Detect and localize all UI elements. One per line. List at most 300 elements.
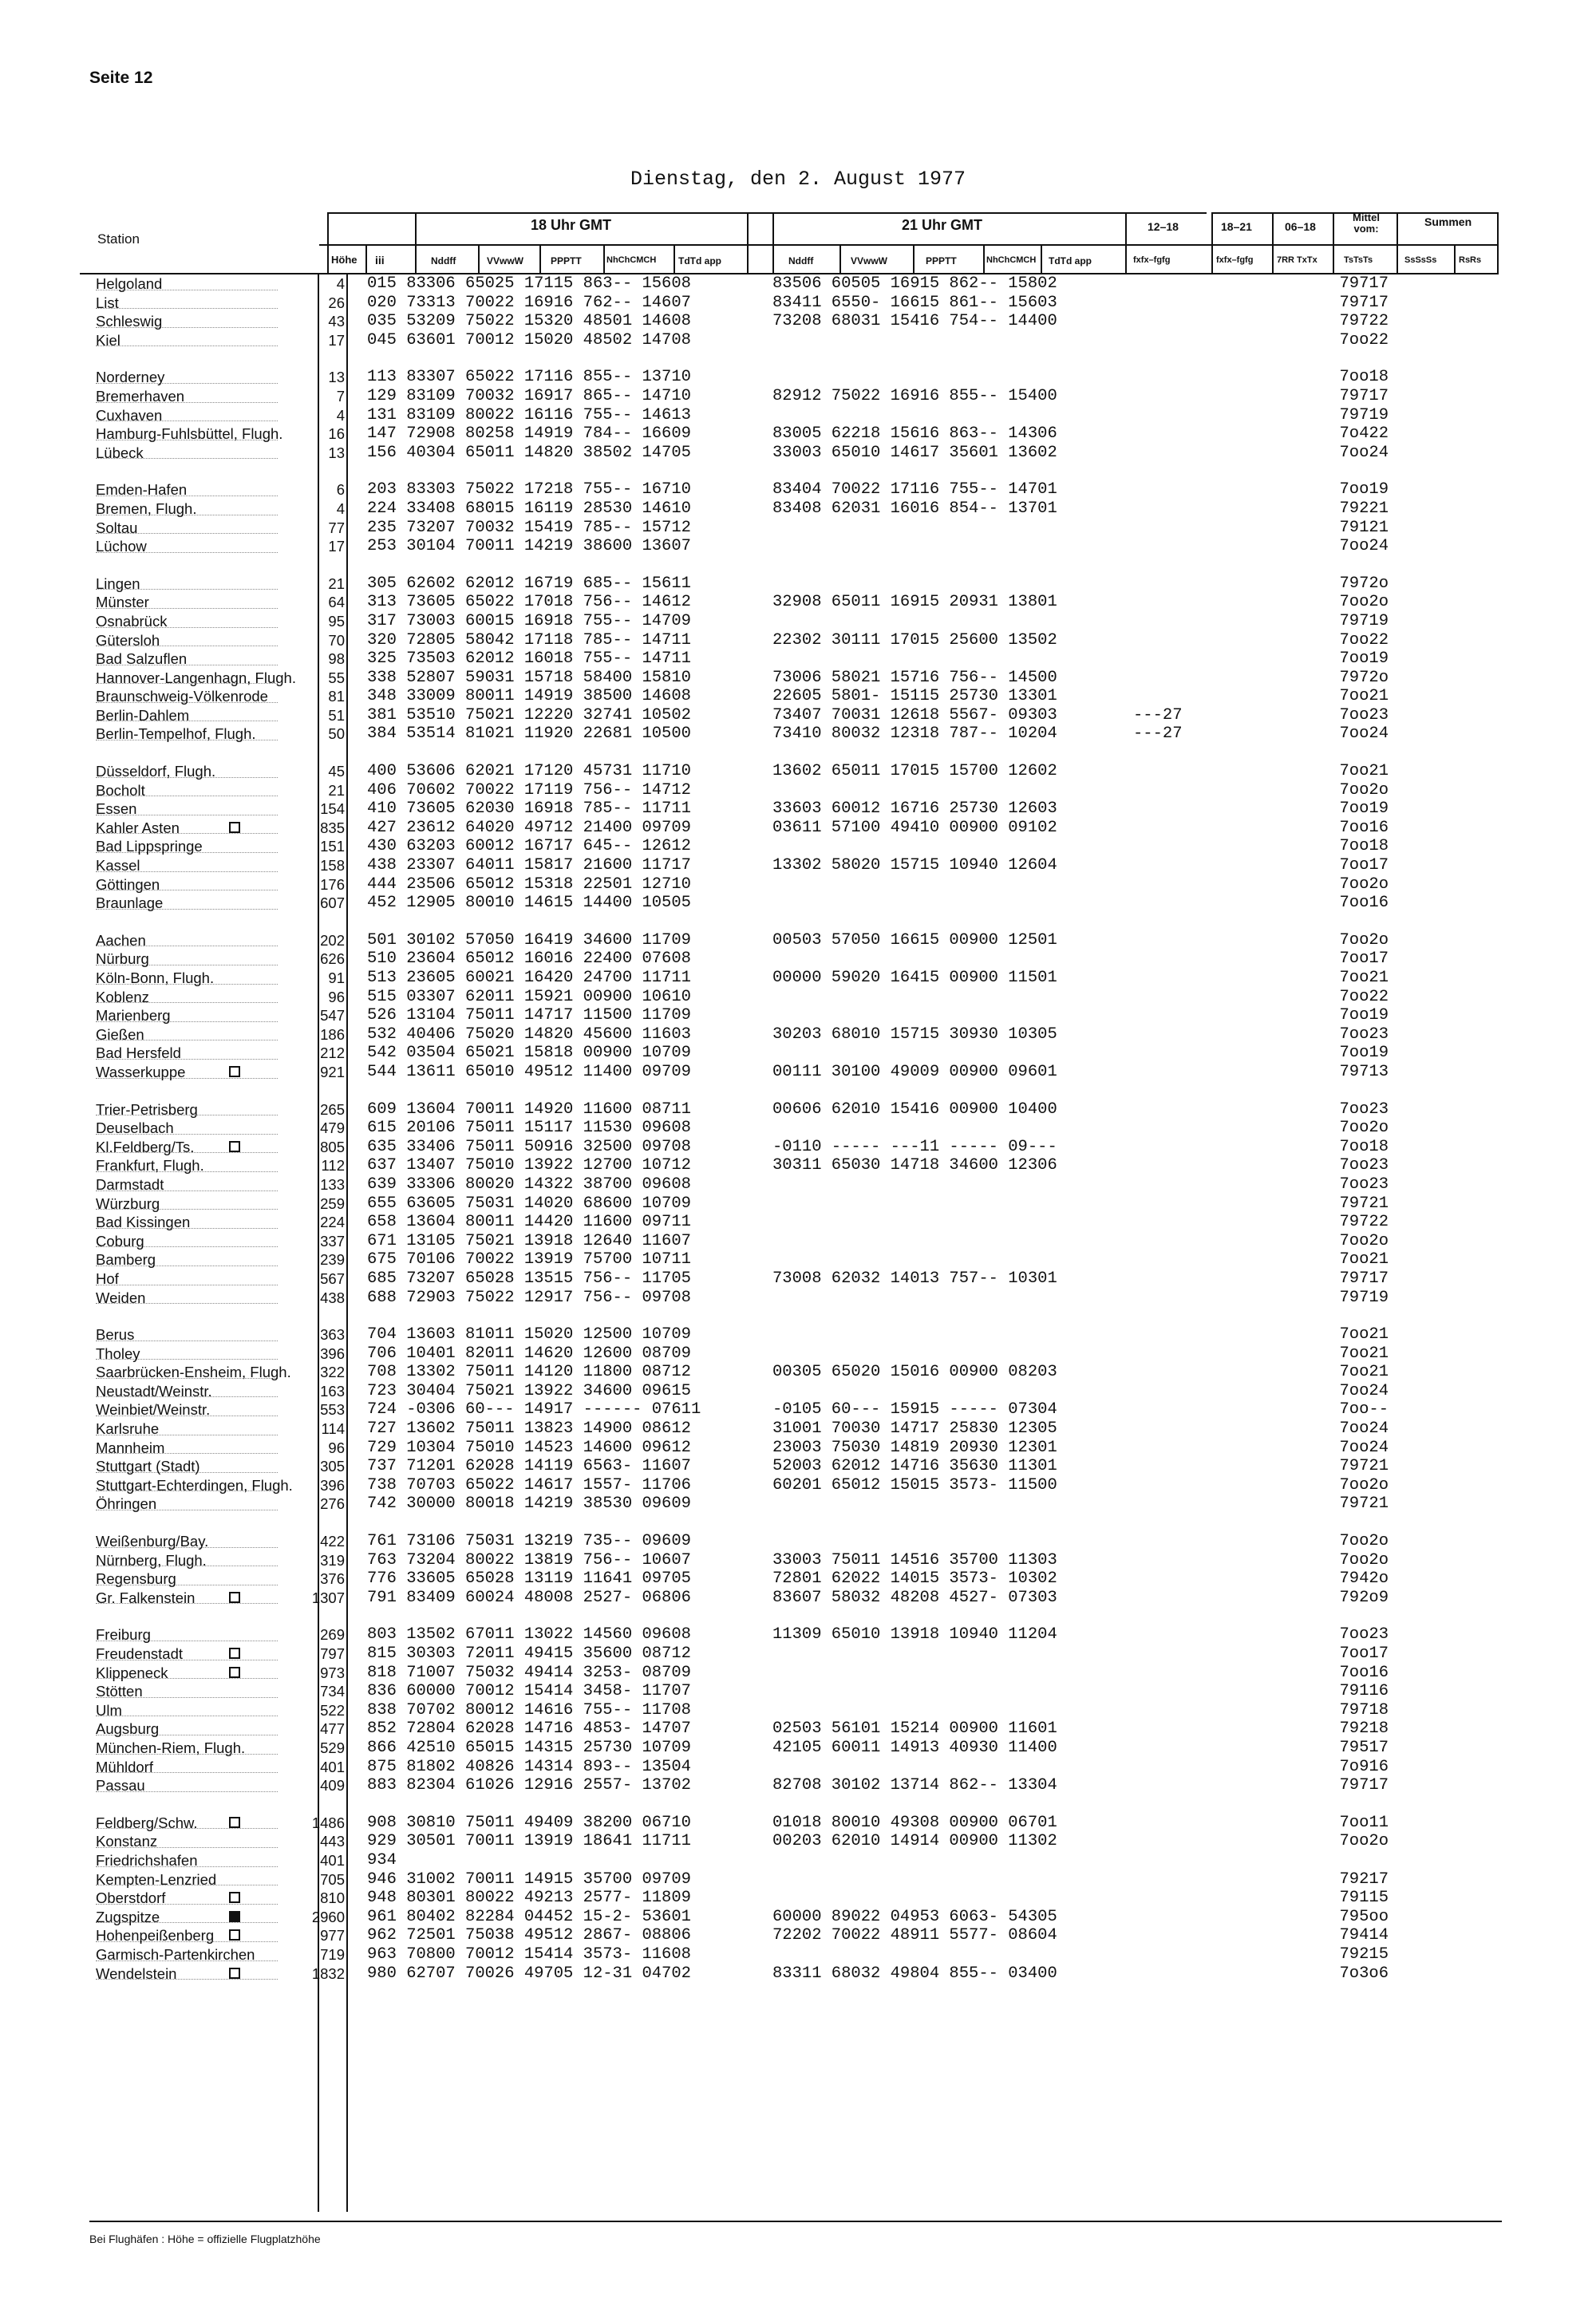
station-name: Öhringen bbox=[96, 1495, 157, 1513]
station-group bbox=[96, 574, 1500, 744]
station-height: 529 bbox=[320, 1739, 345, 1756]
mean-value: 79719 bbox=[1339, 611, 1389, 630]
station-name: Deuselbach bbox=[96, 1119, 174, 1137]
station-height: 96 bbox=[328, 1439, 345, 1456]
station-height: 422 bbox=[320, 1533, 345, 1550]
obs-18-gmt: 742 30000 80018 14219 38530 09609 bbox=[367, 1494, 691, 1514]
obs-21-gmt: 03611 57100 49410 00900 09102 bbox=[772, 818, 1057, 837]
table-row bbox=[96, 725, 1500, 744]
table-row bbox=[96, 650, 1500, 669]
station-height: 719 bbox=[320, 1945, 345, 1963]
station-height: 1832 bbox=[311, 1964, 345, 1982]
mean-value: 7oo19 bbox=[1339, 480, 1389, 499]
station-height: 396 bbox=[320, 1344, 345, 1362]
mean-value: 7oo21 bbox=[1339, 1325, 1389, 1344]
table-row bbox=[96, 612, 1500, 631]
station-name: Bocholt bbox=[96, 781, 145, 799]
station-name: Weinbiet/Weinstr. bbox=[96, 1401, 211, 1419]
mean-value: 7oo19 bbox=[1339, 1006, 1389, 1025]
station-name: Stuttgart-Echterdingen, Flugh. bbox=[96, 1476, 293, 1494]
table-row bbox=[96, 1344, 1500, 1364]
table-row bbox=[96, 1551, 1500, 1570]
station-height: 239 bbox=[320, 1251, 345, 1269]
station-height: 91 bbox=[328, 969, 345, 986]
station-name: Saarbrücken-Ensheim, Flugh. bbox=[96, 1364, 291, 1381]
table-row bbox=[96, 480, 1500, 499]
station-name: Bad Lippspringe bbox=[96, 838, 203, 855]
obs-18-gmt: 737 71201 62028 14119 6563- 11607 bbox=[367, 1457, 691, 1476]
station-name: Hannover-Langenhagn, Flugh. bbox=[96, 669, 296, 686]
station-name: Cuxhaven bbox=[96, 406, 163, 424]
obs-18-gmt: 544 13611 65010 49512 11400 09709 bbox=[367, 1062, 691, 1081]
mean-value: 79717 bbox=[1339, 274, 1389, 293]
station-height: 319 bbox=[320, 1551, 345, 1569]
obs-18-gmt: 406 70602 70022 17119 756-- 14712 bbox=[367, 780, 691, 800]
station-height: 17 bbox=[328, 331, 345, 349]
filled-square-icon bbox=[229, 1911, 240, 1922]
obs-18-gmt: 704 13603 81011 15020 12500 10709 bbox=[367, 1325, 691, 1344]
mean-value: 7oo2o bbox=[1339, 1119, 1389, 1138]
table-row bbox=[96, 312, 1500, 331]
station-name: Bamberg bbox=[96, 1251, 156, 1269]
station-name: Kiel bbox=[96, 331, 120, 349]
station-height: 13 bbox=[328, 444, 345, 461]
station-height: 805 bbox=[320, 1138, 345, 1155]
iii-header: iii bbox=[375, 254, 385, 267]
obs-18-gmt: 980 62707 70026 49705 12-31 04702 bbox=[367, 1964, 691, 1983]
obs-21-gmt: 30203 68010 15715 30930 10305 bbox=[772, 1025, 1057, 1044]
c21-vvwww: VVwwW bbox=[851, 255, 888, 267]
obs-18-gmt: 615 20106 75011 15117 11530 09608 bbox=[367, 1119, 691, 1138]
mean-value: 792o9 bbox=[1339, 1588, 1389, 1607]
station-height: 305 bbox=[320, 1458, 345, 1475]
station-name: Tholey bbox=[96, 1344, 140, 1362]
mean-value: 7oo24 bbox=[1339, 1419, 1389, 1439]
mean-value: 7oo24 bbox=[1339, 443, 1389, 462]
footer-rule bbox=[89, 2221, 1502, 2222]
obs-18-gmt: 384 53514 81021 11920 22681 10500 bbox=[367, 725, 691, 744]
station-height: 51 bbox=[328, 706, 345, 724]
obs-21-gmt: 83411 6550- 16615 861-- 15603 bbox=[772, 293, 1057, 312]
station-name: Marienberg bbox=[96, 1007, 171, 1025]
table-row bbox=[96, 1476, 1500, 1495]
obs-21-gmt: 00503 57050 16615 00900 12501 bbox=[772, 930, 1057, 950]
obs-21-gmt: -0105 60--- 15915 ----- 07304 bbox=[772, 1400, 1057, 1419]
station-height: 114 bbox=[321, 1420, 345, 1438]
c21-pppt: PPPTT bbox=[926, 255, 957, 267]
station-height: 810 bbox=[320, 1889, 345, 1907]
station-height: 522 bbox=[320, 1701, 345, 1719]
station-group bbox=[96, 274, 1500, 349]
obs-18-gmt: 763 73204 80022 13819 756-- 10607 bbox=[367, 1550, 691, 1570]
obs-18-gmt: 035 53209 75022 15320 48501 14608 bbox=[367, 312, 691, 331]
mean-value: 7oo21 bbox=[1339, 1344, 1389, 1363]
c18-nddff: Nddff bbox=[431, 255, 456, 267]
station-name: Hamburg-Fuhlsbüttel, Flugh. bbox=[96, 425, 283, 443]
open-square-icon bbox=[229, 1667, 240, 1678]
table-row bbox=[96, 1269, 1500, 1289]
station-name: München-Riem, Flugh. bbox=[96, 1739, 246, 1756]
obs-21-gmt: 33603 60012 16716 25730 12603 bbox=[772, 800, 1057, 819]
station-group bbox=[96, 1100, 1500, 1308]
mean-value: 7oo18 bbox=[1339, 368, 1389, 387]
station-name: Hof bbox=[96, 1269, 119, 1287]
station-height: 21 bbox=[328, 781, 345, 799]
station-height: 43 bbox=[328, 313, 345, 330]
table-row bbox=[96, 519, 1500, 538]
table-row bbox=[96, 1758, 1500, 1777]
summen-sub-2: RsRs bbox=[1459, 255, 1482, 265]
mean-value: 79721 bbox=[1339, 1494, 1389, 1514]
obs-18-gmt: 020 73313 70022 16916 762-- 14607 bbox=[367, 293, 691, 312]
station-name: Frankfurt, Flugh. bbox=[96, 1157, 204, 1175]
station-height: 477 bbox=[320, 1720, 345, 1738]
period2-sub: fxfx–fgfg bbox=[1216, 255, 1254, 265]
mean-value: 795oo bbox=[1339, 1907, 1389, 1926]
table-row bbox=[96, 1682, 1500, 1701]
table-row bbox=[96, 762, 1500, 781]
open-square-icon bbox=[229, 1648, 240, 1659]
station-name: Aachen bbox=[96, 931, 146, 949]
station-name: Düsseldorf, Flugh. bbox=[96, 763, 216, 780]
station-height: 96 bbox=[328, 988, 345, 1005]
station-name: Klippeneck bbox=[96, 1664, 168, 1681]
obs-18-gmt: 908 30810 75011 49409 38200 06710 bbox=[367, 1813, 691, 1832]
table-row bbox=[96, 1138, 1500, 1157]
c21-nddff: Nddff bbox=[788, 255, 814, 267]
mean-value: 79215 bbox=[1339, 1945, 1389, 1964]
table-row bbox=[96, 1250, 1500, 1269]
table-row bbox=[96, 1570, 1500, 1589]
table-row bbox=[96, 1400, 1500, 1419]
station-height: 7 bbox=[336, 387, 345, 405]
table-row bbox=[96, 687, 1500, 706]
station-height: 443 bbox=[320, 1833, 345, 1850]
station-height: 376 bbox=[320, 1570, 345, 1588]
mean-value: 7oo11 bbox=[1339, 1813, 1389, 1832]
period-header-06-18: 06–18 bbox=[1285, 220, 1316, 233]
c18-pppt: PPPTT bbox=[551, 255, 582, 267]
table-row bbox=[96, 988, 1500, 1007]
obs-21-gmt: 22302 30111 17015 25600 13502 bbox=[772, 630, 1057, 650]
obs-18-gmt: 706 10401 82011 14620 12600 08709 bbox=[367, 1344, 691, 1363]
obs-18-gmt: 400 53606 62021 17120 45731 11710 bbox=[367, 762, 691, 781]
obs-21-gmt: 31001 70030 14717 25830 12305 bbox=[772, 1419, 1057, 1439]
station-height: 401 bbox=[320, 1851, 345, 1869]
station-name: Lüchow bbox=[96, 538, 147, 555]
hoehe-header: Höhe bbox=[331, 254, 358, 266]
station-name: Freudenstadt bbox=[96, 1645, 184, 1662]
station-height: 479 bbox=[320, 1119, 345, 1137]
station-name: Braunschweig-Völkenrode bbox=[96, 688, 268, 705]
table-row bbox=[96, 1457, 1500, 1476]
mean-value: 7oo2o bbox=[1339, 593, 1389, 612]
mean-value: 79718 bbox=[1339, 1700, 1389, 1720]
station-name: Göttingen bbox=[96, 875, 160, 893]
table-row bbox=[96, 1419, 1500, 1439]
table-row bbox=[96, 331, 1500, 350]
obs-18-gmt: 510 23604 65012 16016 22400 07608 bbox=[367, 950, 691, 969]
station-name: Friedrichshafen bbox=[96, 1851, 198, 1869]
obs-18-gmt: 761 73106 75031 13219 735-- 09609 bbox=[367, 1532, 691, 1551]
table-row bbox=[96, 1175, 1500, 1194]
table-row bbox=[96, 1439, 1500, 1458]
station-name: Bad Hersfeld bbox=[96, 1044, 181, 1062]
table-row bbox=[96, 1851, 1500, 1870]
c21-nhch: NhChCMCH bbox=[986, 255, 1037, 265]
obs-18-gmt: 729 10304 75010 14523 14600 09612 bbox=[367, 1438, 691, 1457]
obs-18-gmt: 929 30501 70011 13919 18641 11711 bbox=[367, 1832, 691, 1851]
mean-value: 79116 bbox=[1339, 1682, 1389, 1701]
obs-21-gmt: 60000 89022 04953 6063- 54305 bbox=[772, 1907, 1057, 1926]
table-row bbox=[96, 931, 1500, 950]
station-name: Oberstdorf bbox=[96, 1889, 166, 1907]
obs-18-gmt: 639 33306 80020 14322 38700 09608 bbox=[367, 1175, 691, 1194]
period1-sub: fxfx–fgfg bbox=[1133, 255, 1171, 265]
station-name: Berus bbox=[96, 1326, 135, 1344]
station-height: 269 bbox=[320, 1626, 345, 1644]
station-height: 363 bbox=[320, 1326, 345, 1344]
mean-value: 7oo2o bbox=[1339, 1475, 1389, 1494]
obs-21-gmt: 72202 70022 48911 5577- 08604 bbox=[772, 1926, 1057, 1945]
page-label: Seite 12 bbox=[89, 69, 153, 87]
table-row bbox=[96, 950, 1500, 969]
station-height: 973 bbox=[320, 1664, 345, 1681]
obs-18-gmt: 655 63605 75031 14020 68600 10709 bbox=[367, 1194, 691, 1213]
c18-tdtd: TdTd app bbox=[678, 255, 721, 267]
station-group bbox=[96, 762, 1500, 913]
station-name: Osnabrück bbox=[96, 612, 168, 630]
station-height: 567 bbox=[320, 1269, 345, 1287]
obs-18-gmt: 513 23605 60021 16420 24700 11711 bbox=[367, 969, 691, 987]
obs-18-gmt: 875 81802 40826 14314 893-- 13504 bbox=[367, 1757, 691, 1776]
table-row bbox=[96, 294, 1500, 313]
period-header-12-18: 12–18 bbox=[1148, 220, 1179, 233]
station-height: 607 bbox=[320, 894, 345, 912]
obs-18-gmt: 235 73207 70032 15419 785-- 15712 bbox=[367, 518, 691, 537]
table-row bbox=[96, 856, 1500, 875]
station-name: Mannheim bbox=[96, 1439, 165, 1456]
station-height: 2960 bbox=[311, 1908, 345, 1925]
obs-18-gmt: 427 23612 64020 49712 21400 09709 bbox=[367, 818, 691, 837]
period3-sub: 7RR TxTx bbox=[1277, 255, 1317, 265]
table-row bbox=[96, 1100, 1500, 1119]
station-name: Darmstadt bbox=[96, 1175, 164, 1193]
station-height: 337 bbox=[320, 1232, 345, 1250]
obs-21-gmt: 72801 62022 14015 3573- 10302 bbox=[772, 1570, 1057, 1589]
station-name: Bremerhaven bbox=[96, 387, 185, 405]
mean-value: 79517 bbox=[1339, 1738, 1389, 1757]
station-name: Mühldorf bbox=[96, 1758, 153, 1775]
station-name: Garmisch-Partenkirchen bbox=[96, 1945, 255, 1963]
obs-18-gmt: 738 70703 65022 14617 1557- 11706 bbox=[367, 1475, 691, 1494]
station-height: 1307 bbox=[311, 1589, 345, 1606]
obs-18-gmt: 438 23307 64011 15817 21600 11717 bbox=[367, 856, 691, 875]
obs-18-gmt: 156 40304 65011 14820 38502 14705 bbox=[367, 443, 691, 462]
station-name: Ulm bbox=[96, 1701, 122, 1719]
station-height: 705 bbox=[320, 1870, 345, 1888]
obs-21-gmt: 11309 65010 13918 10940 11204 bbox=[772, 1625, 1057, 1645]
station-group bbox=[96, 480, 1500, 555]
table-row bbox=[96, 1739, 1500, 1758]
table-row bbox=[96, 706, 1500, 725]
obs-21-gmt: 30311 65030 14718 34600 12306 bbox=[772, 1156, 1057, 1175]
table-row bbox=[96, 1814, 1500, 1833]
station-name: Emden-Hafen bbox=[96, 481, 188, 499]
station-height: 151 bbox=[320, 838, 345, 855]
station-height: 98 bbox=[328, 650, 345, 668]
table-row bbox=[96, 837, 1500, 856]
station-height: 21 bbox=[328, 574, 345, 592]
station-group bbox=[96, 1532, 1500, 1607]
period-header-18-21: 18–21 bbox=[1221, 220, 1252, 233]
station-name: Bad Salzuflen bbox=[96, 650, 188, 668]
station-height: 212 bbox=[320, 1044, 345, 1062]
station-height: 1486 bbox=[311, 1814, 345, 1831]
mean-value: 7o422 bbox=[1339, 424, 1389, 444]
table-row bbox=[96, 574, 1500, 594]
table-row bbox=[96, 1494, 1500, 1514]
obs-21-gmt: 83311 68032 49804 855-- 03400 bbox=[772, 1964, 1057, 1983]
obs-21-gmt: 33003 65010 14617 35601 13602 bbox=[772, 443, 1057, 462]
table-row bbox=[96, 387, 1500, 406]
station-height: 626 bbox=[320, 950, 345, 968]
obs-18-gmt: 532 40406 75020 14820 45600 11603 bbox=[367, 1025, 691, 1044]
obs-18-gmt: 515 03307 62011 15921 00900 10610 bbox=[367, 987, 691, 1006]
obs-18-gmt: 803 13502 67011 13022 14560 09608 bbox=[367, 1625, 691, 1645]
open-square-icon bbox=[229, 1929, 240, 1941]
obs-18-gmt: 015 83306 65025 17115 863-- 15608 bbox=[367, 274, 691, 293]
station-name: Würzburg bbox=[96, 1194, 160, 1212]
obs-18-gmt: 452 12905 80010 14615 14400 10505 bbox=[367, 894, 691, 913]
obs-18-gmt: 224 33408 68015 16119 28530 14610 bbox=[367, 499, 691, 518]
table-row bbox=[96, 1232, 1500, 1251]
table-row bbox=[96, 1870, 1500, 1889]
station-name: Lingen bbox=[96, 574, 140, 592]
obs-21-gmt: 73006 58021 15716 756-- 14500 bbox=[772, 668, 1057, 687]
station-name: Soltau bbox=[96, 519, 138, 536]
station-height: 17 bbox=[328, 538, 345, 555]
obs-18-gmt: 635 33406 75011 50916 32500 09708 bbox=[367, 1137, 691, 1156]
station-group bbox=[96, 931, 1500, 1082]
mean-value: 7oo21 bbox=[1339, 969, 1389, 987]
station-name: Bremen, Flugh. bbox=[96, 499, 197, 517]
mean-value: 79713 bbox=[1339, 1062, 1389, 1081]
station-name: Kahler Asten bbox=[96, 819, 180, 836]
station-name: Nürburg bbox=[96, 950, 149, 968]
table-row bbox=[96, 368, 1500, 387]
station-name: Passau bbox=[96, 1777, 145, 1795]
obs-21-gmt: 83607 58032 48208 4527- 07303 bbox=[772, 1588, 1057, 1607]
station-height: 401 bbox=[320, 1758, 345, 1775]
station-name: Neustadt/Weinstr. bbox=[96, 1382, 212, 1400]
obs-18-gmt: 045 63601 70012 15020 48502 14708 bbox=[367, 330, 691, 349]
obs-18-gmt: 946 31002 70011 14915 35700 09709 bbox=[367, 1870, 691, 1889]
obs-21-gmt: 00203 62010 14914 00900 11302 bbox=[772, 1832, 1057, 1851]
station-name: Weiden bbox=[96, 1289, 146, 1306]
table-row bbox=[96, 274, 1500, 294]
table-row bbox=[96, 1664, 1500, 1683]
obs-18-gmt: 203 83303 75022 17218 755-- 16710 bbox=[367, 480, 691, 499]
obs-18-gmt: 338 52807 59031 15718 58400 15810 bbox=[367, 668, 691, 687]
station-height: 81 bbox=[328, 688, 345, 705]
obs-21-gmt: 73407 70031 12618 5567- 09303 bbox=[772, 705, 1057, 725]
station-name: Berlin-Dahlem bbox=[96, 706, 190, 724]
obs-21-gmt: 22605 5801- 15115 25730 13301 bbox=[772, 687, 1057, 706]
station-height: 158 bbox=[320, 857, 345, 875]
station-height: 396 bbox=[320, 1476, 345, 1494]
station-name: Freiburg bbox=[96, 1626, 151, 1644]
station-header: Station bbox=[97, 231, 140, 247]
mean-value: 79722 bbox=[1339, 312, 1389, 331]
obs-18-gmt: 791 83409 60024 48008 2527- 06806 bbox=[367, 1588, 691, 1607]
obs-21-gmt: 02503 56101 15214 00900 11601 bbox=[772, 1720, 1057, 1739]
station-height: 6 bbox=[336, 481, 345, 499]
table-row bbox=[96, 1945, 1500, 1964]
obs-18-gmt: 320 72805 58042 17118 785-- 14711 bbox=[367, 630, 691, 650]
mean-value: 79717 bbox=[1339, 1269, 1389, 1288]
station-height: 13 bbox=[328, 369, 345, 386]
c18-nhch: NhChCMCH bbox=[606, 255, 657, 265]
table-row bbox=[96, 1063, 1500, 1082]
station-height: 176 bbox=[320, 875, 345, 893]
mean-value: 79717 bbox=[1339, 386, 1389, 405]
mean-value: 79717 bbox=[1339, 1776, 1389, 1795]
station-table bbox=[96, 274, 1500, 2001]
mean-value: 79218 bbox=[1339, 1720, 1389, 1739]
mean-value: 7oo2o bbox=[1339, 875, 1389, 894]
station-name: Augsburg bbox=[96, 1720, 160, 1738]
gust-12-18: ---27 bbox=[1133, 705, 1183, 725]
station-name: Berlin-Tempelhof, Flugh. bbox=[96, 725, 256, 743]
station-name: Gießen bbox=[96, 1025, 144, 1043]
station-height: 163 bbox=[320, 1382, 345, 1400]
table-row bbox=[96, 1325, 1500, 1344]
station-name: Kassel bbox=[96, 857, 140, 875]
station-name: Koblenz bbox=[96, 988, 149, 1005]
obs-21-gmt: 00606 62010 15416 00900 10400 bbox=[772, 1100, 1057, 1119]
obs-18-gmt: 724 -0306 60--- 14917 ------ 07611 bbox=[367, 1400, 701, 1419]
table-row bbox=[96, 669, 1500, 688]
table-row bbox=[96, 969, 1500, 988]
obs-18-gmt: 671 13105 75021 13918 12640 11607 bbox=[367, 1231, 691, 1250]
c21-tdtd: TdTd app bbox=[1049, 255, 1092, 267]
obs-21-gmt: 33003 75011 14516 35700 11303 bbox=[772, 1550, 1057, 1570]
station-height: 70 bbox=[328, 631, 345, 649]
station-name: List bbox=[96, 294, 119, 311]
table-row bbox=[96, 1044, 1500, 1063]
obs-21-gmt: 83408 62031 16016 854-- 13701 bbox=[772, 499, 1057, 518]
table-row bbox=[96, 875, 1500, 894]
obs-18-gmt: 129 83109 70032 16917 865-- 14710 bbox=[367, 386, 691, 405]
obs-21-gmt: 82912 75022 16916 855-- 15400 bbox=[772, 386, 1057, 405]
obs-18-gmt: 815 30303 72011 49415 35600 08712 bbox=[367, 1645, 691, 1663]
station-name: Kl.Feldberg/Ts. bbox=[96, 1138, 195, 1155]
obs-21-gmt: 13602 65011 17015 15700 12602 bbox=[772, 762, 1057, 781]
obs-18-gmt: 444 23506 65012 15318 22501 12710 bbox=[367, 875, 691, 894]
mean-value: 79717 bbox=[1339, 293, 1389, 312]
gmt18-header: 18 Uhr GMT bbox=[531, 217, 612, 233]
station-height: 734 bbox=[320, 1683, 345, 1700]
obs-21-gmt: 83005 62218 15616 863-- 14306 bbox=[772, 424, 1057, 444]
obs-21-gmt: 83404 70022 17116 755-- 14701 bbox=[772, 480, 1057, 499]
station-name: Weißenburg/Bay. bbox=[96, 1533, 209, 1550]
table-row bbox=[96, 537, 1500, 556]
obs-18-gmt: 818 71007 75032 49414 3253- 08709 bbox=[367, 1663, 691, 1682]
station-height: 921 bbox=[320, 1063, 345, 1080]
station-height: 95 bbox=[328, 612, 345, 630]
mean-value: 7oo16 bbox=[1339, 1663, 1389, 1682]
